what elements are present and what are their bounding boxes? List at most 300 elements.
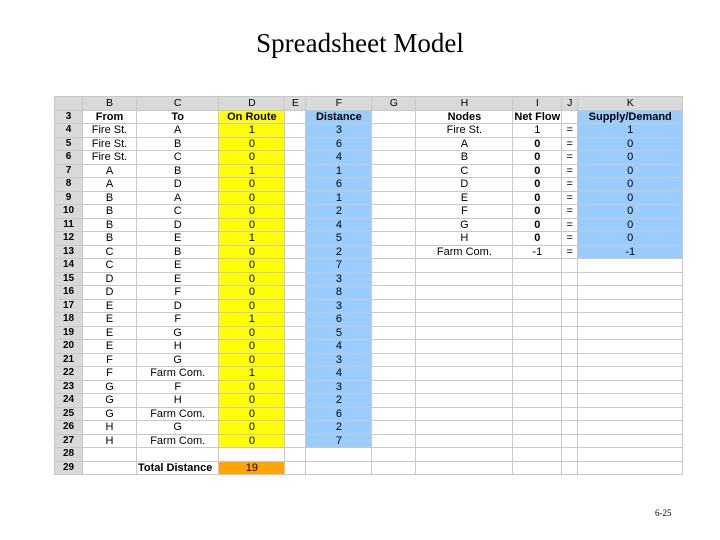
cell-net-flow[interactable] bbox=[513, 299, 562, 313]
cell-node[interactable] bbox=[416, 313, 513, 327]
cell-supply-demand[interactable] bbox=[578, 407, 683, 421]
cell-empty[interactable] bbox=[285, 380, 306, 394]
cell-node[interactable]: H bbox=[416, 232, 513, 246]
cell-to[interactable]: E bbox=[137, 272, 219, 286]
cell-supply-demand[interactable] bbox=[578, 313, 683, 327]
cell-net-flow[interactable] bbox=[513, 259, 562, 273]
column-header-d[interactable]: D bbox=[219, 97, 285, 111]
cell-distance[interactable]: 3 bbox=[306, 124, 372, 138]
row-number[interactable]: 9 bbox=[55, 191, 83, 205]
cell-equals[interactable] bbox=[562, 434, 578, 448]
cell-net-flow[interactable] bbox=[513, 272, 562, 286]
cell-distance[interactable]: 4 bbox=[306, 151, 372, 165]
cell-empty[interactable] bbox=[372, 259, 416, 273]
cell-net-flow[interactable]: 0 bbox=[513, 232, 562, 246]
cell-empty[interactable] bbox=[285, 340, 306, 354]
cell-from[interactable]: F bbox=[83, 353, 137, 367]
cell-supply-demand[interactable]: 0 bbox=[578, 178, 683, 192]
cell-distance[interactable]: 2 bbox=[306, 394, 372, 408]
cell-empty[interactable] bbox=[285, 232, 306, 246]
cell-empty[interactable] bbox=[372, 353, 416, 367]
cell-empty[interactable] bbox=[285, 313, 306, 327]
cell-node[interactable]: F bbox=[416, 205, 513, 219]
cell-to[interactable]: B bbox=[137, 164, 219, 178]
cell-empty[interactable] bbox=[372, 205, 416, 219]
column-header-corner[interactable] bbox=[55, 97, 83, 111]
cell-empty[interactable] bbox=[285, 326, 306, 340]
cell-empty[interactable] bbox=[285, 110, 306, 124]
row-number[interactable]: 28 bbox=[55, 448, 83, 462]
cell-to[interactable]: D bbox=[137, 299, 219, 313]
cell-supply-demand[interactable] bbox=[578, 259, 683, 273]
cell-empty[interactable] bbox=[285, 299, 306, 313]
cell-empty[interactable] bbox=[372, 178, 416, 192]
cell-net-flow[interactable]: 0 bbox=[513, 218, 562, 232]
cell-supply-demand[interactable]: 0 bbox=[578, 164, 683, 178]
cell-net-flow[interactable] bbox=[513, 367, 562, 381]
cell-net-flow[interactable] bbox=[513, 340, 562, 354]
column-header-i[interactable]: I bbox=[513, 97, 562, 111]
cell-from[interactable]: G bbox=[83, 380, 137, 394]
cell-net-flow[interactable]: 0 bbox=[513, 191, 562, 205]
cell-on-route[interactable]: 1 bbox=[219, 124, 285, 138]
cell-equals[interactable] bbox=[562, 353, 578, 367]
cell-distance[interactable]: 2 bbox=[306, 245, 372, 259]
cell-distance[interactable]: 5 bbox=[306, 326, 372, 340]
cell-empty[interactable] bbox=[285, 259, 306, 273]
cell-on-route[interactable]: 0 bbox=[219, 272, 285, 286]
cell-empty[interactable] bbox=[83, 448, 137, 462]
cell-equals[interactable] bbox=[562, 259, 578, 273]
cell-from[interactable]: B bbox=[83, 232, 137, 246]
header-distance[interactable]: Distance bbox=[306, 110, 372, 124]
cell-empty[interactable] bbox=[285, 191, 306, 205]
column-header-h[interactable]: H bbox=[416, 97, 513, 111]
cell-node[interactable] bbox=[416, 407, 513, 421]
cell-equals[interactable]: = bbox=[562, 218, 578, 232]
row-number[interactable]: 16 bbox=[55, 286, 83, 300]
cell-equals[interactable] bbox=[562, 340, 578, 354]
cell-empty[interactable] bbox=[372, 191, 416, 205]
cell-distance[interactable]: 2 bbox=[306, 205, 372, 219]
cell-empty[interactable] bbox=[372, 137, 416, 151]
cell-empty[interactable] bbox=[372, 394, 416, 408]
cell-equals[interactable]: = bbox=[562, 137, 578, 151]
cell-supply-demand[interactable]: 0 bbox=[578, 137, 683, 151]
cell-supply-demand[interactable] bbox=[578, 421, 683, 435]
cell-from[interactable]: A bbox=[83, 178, 137, 192]
cell-distance[interactable]: 8 bbox=[306, 286, 372, 300]
cell-to[interactable]: E bbox=[137, 259, 219, 273]
cell-to[interactable]: B bbox=[137, 245, 219, 259]
cell-distance[interactable]: 3 bbox=[306, 272, 372, 286]
column-header-e[interactable]: E bbox=[285, 97, 306, 111]
column-header-b[interactable]: B bbox=[83, 97, 137, 111]
cell-equals[interactable] bbox=[562, 313, 578, 327]
cell-empty[interactable] bbox=[416, 448, 513, 462]
cell-node[interactable] bbox=[416, 286, 513, 300]
cell-equals[interactable]: = bbox=[562, 124, 578, 138]
cell-empty[interactable] bbox=[372, 245, 416, 259]
cell-net-flow[interactable] bbox=[513, 286, 562, 300]
cell-empty[interactable] bbox=[416, 461, 513, 475]
cell-empty[interactable] bbox=[285, 394, 306, 408]
cell-empty[interactable] bbox=[285, 407, 306, 421]
column-header-f[interactable]: F bbox=[306, 97, 372, 111]
cell-to[interactable]: H bbox=[137, 394, 219, 408]
row-number[interactable]: 25 bbox=[55, 407, 83, 421]
cell-net-flow[interactable]: 0 bbox=[513, 137, 562, 151]
cell-equals[interactable] bbox=[562, 367, 578, 381]
row-number[interactable]: 15 bbox=[55, 272, 83, 286]
row-number[interactable]: 18 bbox=[55, 313, 83, 327]
cell-net-flow[interactable] bbox=[513, 407, 562, 421]
cell-distance[interactable]: 6 bbox=[306, 137, 372, 151]
row-number[interactable]: 12 bbox=[55, 232, 83, 246]
cell-empty[interactable] bbox=[562, 461, 578, 475]
row-number[interactable]: 4 bbox=[55, 124, 83, 138]
row-number[interactable]: 3 bbox=[55, 110, 83, 124]
cell-node[interactable] bbox=[416, 394, 513, 408]
cell-node[interactable]: E bbox=[416, 191, 513, 205]
row-number[interactable]: 17 bbox=[55, 299, 83, 313]
cell-to[interactable]: D bbox=[137, 218, 219, 232]
cell-empty[interactable] bbox=[372, 286, 416, 300]
cell-node[interactable] bbox=[416, 434, 513, 448]
cell-empty[interactable] bbox=[372, 313, 416, 327]
cell-supply-demand[interactable]: 1 bbox=[578, 124, 683, 138]
cell-to[interactable]: A bbox=[137, 124, 219, 138]
cell-node[interactable]: D bbox=[416, 178, 513, 192]
cell-empty[interactable] bbox=[372, 367, 416, 381]
cell-distance[interactable]: 4 bbox=[306, 367, 372, 381]
cell-from[interactable]: E bbox=[83, 326, 137, 340]
cell-to[interactable]: G bbox=[137, 326, 219, 340]
cell-supply-demand[interactable]: 0 bbox=[578, 232, 683, 246]
cell-to[interactable]: D bbox=[137, 178, 219, 192]
cell-net-flow[interactable] bbox=[513, 353, 562, 367]
cell-empty[interactable] bbox=[372, 151, 416, 165]
cell-supply-demand[interactable] bbox=[578, 434, 683, 448]
header-nodes[interactable]: Nodes bbox=[416, 110, 513, 124]
header-to[interactable]: To bbox=[137, 110, 219, 124]
cell-empty[interactable] bbox=[285, 164, 306, 178]
cell-equals[interactable]: = bbox=[562, 178, 578, 192]
cell-to[interactable]: Farm Com. bbox=[137, 367, 219, 381]
cell-to[interactable]: A bbox=[137, 191, 219, 205]
cell-empty[interactable] bbox=[285, 137, 306, 151]
cell-net-flow[interactable]: 0 bbox=[513, 205, 562, 219]
row-number[interactable]: 23 bbox=[55, 380, 83, 394]
cell-on-route[interactable]: 0 bbox=[219, 394, 285, 408]
cell-empty[interactable] bbox=[306, 461, 372, 475]
row-number[interactable]: 11 bbox=[55, 218, 83, 232]
cell-empty[interactable] bbox=[83, 461, 137, 475]
cell-node[interactable] bbox=[416, 367, 513, 381]
row-number[interactable]: 5 bbox=[55, 137, 83, 151]
cell-from[interactable]: B bbox=[83, 205, 137, 219]
cell-from[interactable]: H bbox=[83, 434, 137, 448]
cell-net-flow[interactable]: -1 bbox=[513, 245, 562, 259]
column-header-g[interactable]: G bbox=[372, 97, 416, 111]
cell-to[interactable]: G bbox=[137, 421, 219, 435]
cell-empty[interactable] bbox=[372, 232, 416, 246]
cell-node[interactable] bbox=[416, 259, 513, 273]
cell-empty[interactable] bbox=[578, 461, 683, 475]
cell-on-route[interactable]: 0 bbox=[219, 421, 285, 435]
column-header-k[interactable]: K bbox=[578, 97, 683, 111]
cell-empty[interactable] bbox=[285, 124, 306, 138]
row-number[interactable]: 29 bbox=[55, 461, 83, 475]
cell-supply-demand[interactable]: 0 bbox=[578, 191, 683, 205]
cell-empty[interactable] bbox=[285, 461, 306, 475]
header-on-route[interactable]: On Route bbox=[219, 110, 285, 124]
header-from[interactable]: From bbox=[83, 110, 137, 124]
cell-empty[interactable] bbox=[372, 124, 416, 138]
cell-from[interactable]: D bbox=[83, 272, 137, 286]
cell-distance[interactable]: 6 bbox=[306, 407, 372, 421]
cell-from[interactable]: Fire St. bbox=[83, 124, 137, 138]
cell-equals[interactable] bbox=[562, 299, 578, 313]
cell-from[interactable]: G bbox=[83, 394, 137, 408]
cell-node[interactable]: Fire St. bbox=[416, 124, 513, 138]
cell-distance[interactable]: 2 bbox=[306, 421, 372, 435]
cell-empty[interactable] bbox=[513, 448, 562, 462]
cell-supply-demand[interactable] bbox=[578, 380, 683, 394]
cell-on-route[interactable]: 0 bbox=[219, 380, 285, 394]
cell-empty[interactable] bbox=[372, 218, 416, 232]
cell-on-route[interactable]: 1 bbox=[219, 164, 285, 178]
cell-node[interactable] bbox=[416, 421, 513, 435]
cell-from[interactable]: H bbox=[83, 421, 137, 435]
cell-net-flow[interactable] bbox=[513, 394, 562, 408]
cell-empty[interactable] bbox=[306, 448, 372, 462]
cell-distance[interactable]: 1 bbox=[306, 191, 372, 205]
cell-empty[interactable] bbox=[137, 448, 219, 462]
cell-supply-demand[interactable]: 0 bbox=[578, 205, 683, 219]
cell-distance[interactable]: 7 bbox=[306, 434, 372, 448]
cell-from[interactable]: C bbox=[83, 259, 137, 273]
row-number[interactable]: 10 bbox=[55, 205, 83, 219]
cell-to[interactable]: Farm Com. bbox=[137, 434, 219, 448]
cell-equals[interactable] bbox=[562, 272, 578, 286]
row-number[interactable]: 21 bbox=[55, 353, 83, 367]
row-number[interactable]: 7 bbox=[55, 164, 83, 178]
cell-empty[interactable] bbox=[372, 272, 416, 286]
cell-on-route[interactable]: 0 bbox=[219, 353, 285, 367]
cell-empty[interactable] bbox=[285, 272, 306, 286]
cell-empty[interactable] bbox=[372, 299, 416, 313]
header-net-flow[interactable]: Net Flow bbox=[514, 110, 561, 123]
cell-on-route[interactable]: 0 bbox=[219, 178, 285, 192]
cell-from[interactable]: E bbox=[83, 313, 137, 327]
cell-empty[interactable] bbox=[562, 448, 578, 462]
cell-empty[interactable] bbox=[372, 326, 416, 340]
cell-equals[interactable]: = bbox=[562, 232, 578, 246]
cell-equals[interactable] bbox=[562, 407, 578, 421]
cell-empty[interactable] bbox=[285, 367, 306, 381]
cell-on-route[interactable]: 0 bbox=[219, 151, 285, 165]
cell-empty[interactable] bbox=[285, 448, 306, 462]
cell-distance[interactable]: 3 bbox=[306, 380, 372, 394]
cell-equals[interactable] bbox=[562, 421, 578, 435]
cell-from[interactable]: B bbox=[83, 218, 137, 232]
cell-distance[interactable]: 1 bbox=[306, 164, 372, 178]
cell-on-route[interactable]: 0 bbox=[219, 340, 285, 354]
cell-to[interactable]: C bbox=[137, 205, 219, 219]
cell-on-route[interactable]: 0 bbox=[219, 407, 285, 421]
cell-net-flow[interactable] bbox=[513, 326, 562, 340]
cell-net-flow[interactable]: 0 bbox=[513, 151, 562, 165]
cell-to[interactable]: F bbox=[137, 286, 219, 300]
cell-from[interactable]: G bbox=[83, 407, 137, 421]
row-number[interactable]: 27 bbox=[55, 434, 83, 448]
cell-empty[interactable] bbox=[578, 448, 683, 462]
cell-from[interactable]: B bbox=[83, 191, 137, 205]
cell-net-flow[interactable]: 0 bbox=[513, 178, 562, 192]
cell-node[interactable] bbox=[416, 272, 513, 286]
cell-from[interactable]: E bbox=[83, 299, 137, 313]
cell-net-flow[interactable]: 1 bbox=[513, 124, 562, 138]
cell-empty[interactable] bbox=[285, 245, 306, 259]
cell-supply-demand[interactable] bbox=[578, 353, 683, 367]
column-header-j[interactable]: J bbox=[562, 97, 578, 111]
cell-node[interactable]: Farm Com. bbox=[416, 245, 513, 259]
cell-empty[interactable] bbox=[285, 421, 306, 435]
cell-to[interactable]: F bbox=[137, 313, 219, 327]
cell-equals[interactable] bbox=[562, 326, 578, 340]
cell-node[interactable]: G bbox=[416, 218, 513, 232]
cell-net-flow[interactable] bbox=[513, 313, 562, 327]
cell-on-route[interactable]: 0 bbox=[219, 205, 285, 219]
cell-node[interactable] bbox=[416, 326, 513, 340]
cell-node[interactable] bbox=[416, 340, 513, 354]
cell-supply-demand[interactable] bbox=[578, 394, 683, 408]
cell-from[interactable]: F bbox=[83, 367, 137, 381]
cell-supply-demand[interactable] bbox=[578, 286, 683, 300]
cell-node[interactable]: A bbox=[416, 137, 513, 151]
cell-empty[interactable] bbox=[285, 434, 306, 448]
cell-on-route[interactable]: 0 bbox=[219, 299, 285, 313]
row-number[interactable]: 14 bbox=[55, 259, 83, 273]
row-number[interactable]: 24 bbox=[55, 394, 83, 408]
cell-empty[interactable] bbox=[285, 178, 306, 192]
cell-on-route[interactable]: 0 bbox=[219, 434, 285, 448]
row-number[interactable]: 19 bbox=[55, 326, 83, 340]
cell-on-route[interactable]: 1 bbox=[219, 367, 285, 381]
cell-to[interactable]: Farm Com. bbox=[137, 407, 219, 421]
cell-empty[interactable] bbox=[513, 461, 562, 475]
cell-to[interactable]: G bbox=[137, 353, 219, 367]
cell-empty[interactable] bbox=[285, 286, 306, 300]
row-number[interactable]: 20 bbox=[55, 340, 83, 354]
cell-empty[interactable] bbox=[285, 218, 306, 232]
header-supply-demand[interactable]: Supply/Demand bbox=[578, 110, 683, 124]
cell-empty[interactable] bbox=[372, 164, 416, 178]
cell-empty[interactable] bbox=[372, 448, 416, 462]
cell-supply-demand[interactable]: 0 bbox=[578, 218, 683, 232]
cell-empty[interactable] bbox=[372, 421, 416, 435]
row-number[interactable]: 22 bbox=[55, 367, 83, 381]
cell-on-route[interactable]: 0 bbox=[219, 259, 285, 273]
column-header-c[interactable]: C bbox=[137, 97, 219, 111]
cell-equals[interactable]: = bbox=[562, 245, 578, 259]
row-number[interactable]: 6 bbox=[55, 151, 83, 165]
cell-empty[interactable] bbox=[219, 448, 285, 462]
cell-distance[interactable]: 3 bbox=[306, 353, 372, 367]
cell-from[interactable]: A bbox=[83, 164, 137, 178]
cell-supply-demand[interactable] bbox=[578, 272, 683, 286]
cell-supply-demand[interactable] bbox=[578, 340, 683, 354]
cell-supply-demand[interactable] bbox=[578, 367, 683, 381]
cell-empty[interactable] bbox=[372, 407, 416, 421]
cell-on-route[interactable]: 0 bbox=[219, 286, 285, 300]
cell-equals[interactable]: = bbox=[562, 205, 578, 219]
cell-node[interactable] bbox=[416, 353, 513, 367]
cell-equals[interactable] bbox=[562, 286, 578, 300]
cell-equals[interactable]: = bbox=[562, 191, 578, 205]
cell-supply-demand[interactable] bbox=[578, 326, 683, 340]
cell-to[interactable]: B bbox=[137, 137, 219, 151]
cell-supply-demand[interactable]: -1 bbox=[578, 245, 683, 259]
cell-to[interactable]: F bbox=[137, 380, 219, 394]
cell-supply-demand[interactable] bbox=[578, 299, 683, 313]
cell-empty[interactable] bbox=[372, 434, 416, 448]
cell-empty[interactable] bbox=[372, 110, 416, 124]
cell-to[interactable]: H bbox=[137, 340, 219, 354]
cell-distance[interactable]: 4 bbox=[306, 340, 372, 354]
cell-node[interactable]: B bbox=[416, 151, 513, 165]
cell-from[interactable]: Fire St. bbox=[83, 137, 137, 151]
cell-on-route[interactable]: 0 bbox=[219, 326, 285, 340]
cell-from[interactable]: Fire St. bbox=[83, 151, 137, 165]
cell-from[interactable]: E bbox=[83, 340, 137, 354]
cell-supply-demand[interactable]: 0 bbox=[578, 151, 683, 165]
cell-distance[interactable]: 3 bbox=[306, 299, 372, 313]
cell-equals[interactable]: = bbox=[562, 151, 578, 165]
total-distance-value[interactable]: 19 bbox=[219, 461, 285, 475]
cell-to[interactable]: C bbox=[137, 151, 219, 165]
cell-on-route[interactable]: 0 bbox=[219, 191, 285, 205]
cell-on-route[interactable]: 0 bbox=[219, 218, 285, 232]
cell-empty[interactable] bbox=[372, 380, 416, 394]
cell-from[interactable]: C bbox=[83, 245, 137, 259]
cell-net-flow[interactable] bbox=[513, 380, 562, 394]
cell-empty[interactable] bbox=[372, 461, 416, 475]
row-number[interactable]: 13 bbox=[55, 245, 83, 259]
row-number[interactable]: 8 bbox=[55, 178, 83, 192]
cell-distance[interactable]: 6 bbox=[306, 178, 372, 192]
cell-to[interactable]: E bbox=[137, 232, 219, 246]
cell-node[interactable] bbox=[416, 380, 513, 394]
cell-empty[interactable] bbox=[285, 205, 306, 219]
cell-on-route[interactable]: 0 bbox=[219, 245, 285, 259]
cell-empty[interactable] bbox=[285, 353, 306, 367]
cell-node[interactable]: C bbox=[416, 164, 513, 178]
cell-from[interactable]: D bbox=[83, 286, 137, 300]
cell-on-route[interactable]: 1 bbox=[219, 313, 285, 327]
cell-distance[interactable]: 7 bbox=[306, 259, 372, 273]
cell-net-flow[interactable] bbox=[513, 421, 562, 435]
row-number[interactable]: 26 bbox=[55, 421, 83, 435]
cell-equals[interactable]: = bbox=[562, 164, 578, 178]
cell-node[interactable] bbox=[416, 299, 513, 313]
cell-equals[interactable] bbox=[562, 394, 578, 408]
cell-on-route[interactable]: 0 bbox=[219, 137, 285, 151]
cell-distance[interactable]: 4 bbox=[306, 218, 372, 232]
cell-distance[interactable]: 5 bbox=[306, 232, 372, 246]
cell-equals[interactable] bbox=[562, 380, 578, 394]
